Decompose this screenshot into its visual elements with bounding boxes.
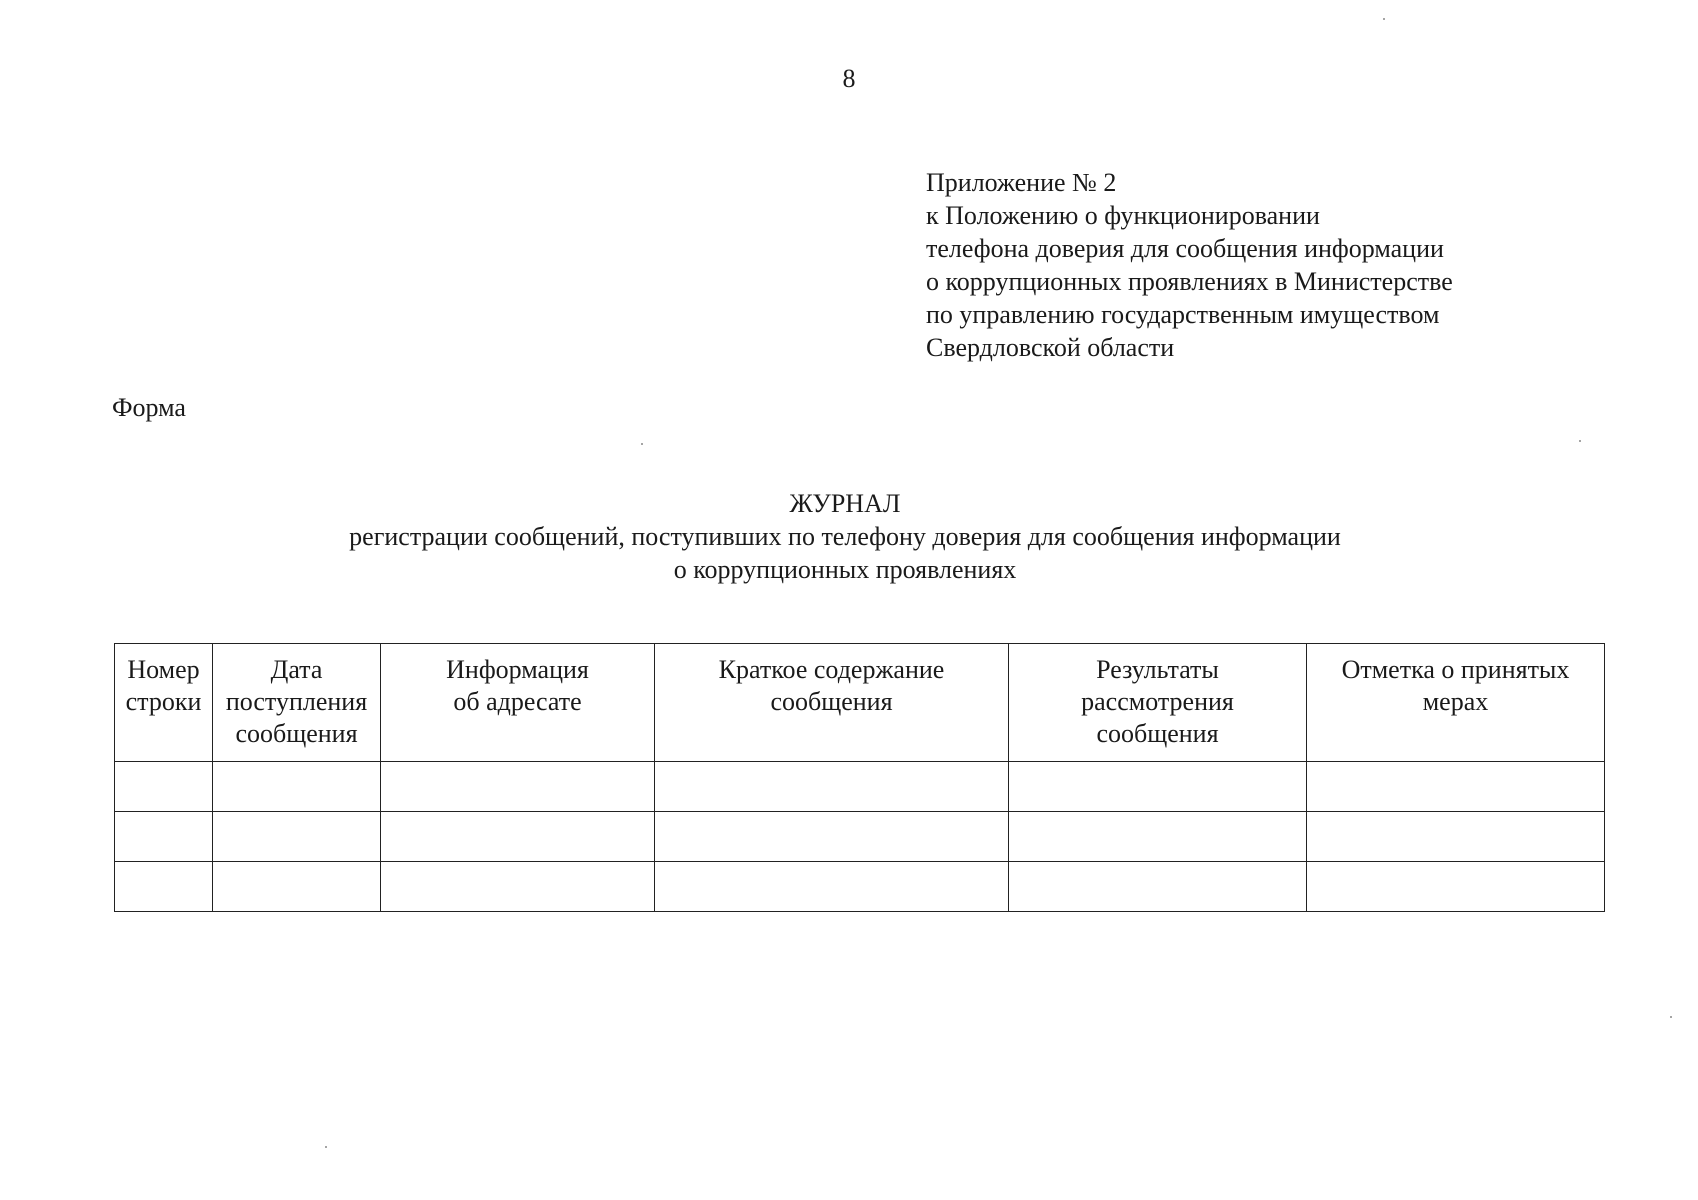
column-header-review-results bbox=[1009, 644, 1307, 762]
header-text: Номер bbox=[127, 655, 200, 684]
header-text: строки bbox=[125, 687, 202, 716]
appendix-line: телефона доверия для сообщения информации bbox=[926, 234, 1444, 263]
appendix-reference bbox=[926, 166, 1453, 364]
column-header-measures-taken bbox=[1307, 644, 1605, 762]
scan-speck bbox=[325, 1146, 327, 1148]
header-text: сообщения bbox=[770, 687, 893, 716]
form-label: Форма bbox=[112, 393, 186, 422]
table-cell bbox=[1009, 762, 1307, 812]
table-cell bbox=[381, 762, 655, 812]
appendix-line: о коррупционных проявлениях в Министерстве bbox=[926, 267, 1453, 296]
column-header-row-number bbox=[115, 644, 213, 762]
scan-speck bbox=[1670, 1016, 1672, 1018]
table-cell bbox=[115, 812, 213, 862]
header-text: поступления bbox=[225, 687, 368, 716]
table-cell bbox=[381, 812, 655, 862]
header-text: Дата bbox=[270, 655, 323, 684]
table-cell bbox=[381, 862, 655, 912]
header-text: Краткое содержание bbox=[718, 655, 945, 684]
table-cell bbox=[1307, 862, 1605, 912]
title-subtitle-line: регистрации сообщений, поступивших по телефону доверия для сообщения информации bbox=[349, 522, 1341, 551]
table-cell bbox=[1009, 862, 1307, 912]
appendix-line: к Положению о функционировании bbox=[926, 201, 1320, 230]
column-header-addressee-info bbox=[381, 644, 655, 762]
table-row bbox=[115, 812, 1605, 862]
header-text: сообщения bbox=[1096, 719, 1219, 748]
header-text: рассмотрения bbox=[1081, 687, 1234, 716]
table-cell bbox=[1307, 762, 1605, 812]
table-cell bbox=[1009, 812, 1307, 862]
column-header-summary bbox=[655, 644, 1009, 762]
table-cell bbox=[213, 812, 381, 862]
scan-speck bbox=[1383, 18, 1385, 20]
table-cell bbox=[213, 862, 381, 912]
header-text: об адресате bbox=[453, 687, 582, 716]
title-subtitle-line: о коррупционных проявлениях bbox=[673, 555, 1017, 584]
scan-speck bbox=[1579, 440, 1581, 442]
table-cell bbox=[655, 812, 1009, 862]
table-header-row bbox=[115, 644, 1605, 762]
appendix-line: по управлению государственным имуществом bbox=[926, 300, 1440, 329]
document-title bbox=[0, 487, 1698, 586]
header-text: сообщения bbox=[235, 719, 358, 748]
header-text: мерах bbox=[1422, 687, 1489, 716]
page-number bbox=[0, 64, 1698, 94]
appendix-line: Приложение № 2 bbox=[926, 168, 1117, 197]
table-cell bbox=[115, 862, 213, 912]
header-text: Информация bbox=[446, 655, 589, 684]
table-cell bbox=[1307, 812, 1605, 862]
scan-speck bbox=[641, 443, 643, 445]
table-cell bbox=[213, 762, 381, 812]
table-cell bbox=[655, 762, 1009, 812]
title-heading: ЖУРНАЛ bbox=[789, 489, 901, 518]
appendix-line: Свердловской области bbox=[926, 333, 1175, 362]
header-text: Отметка о принятых bbox=[1341, 655, 1570, 684]
header-text: Результаты bbox=[1096, 655, 1219, 684]
table-cell bbox=[655, 862, 1009, 912]
journal-table bbox=[114, 643, 1605, 912]
column-header-date-received bbox=[213, 644, 381, 762]
table-row bbox=[115, 762, 1605, 812]
table-cell bbox=[115, 762, 213, 812]
page-number-text: 8 bbox=[842, 64, 856, 93]
table-row bbox=[115, 862, 1605, 912]
